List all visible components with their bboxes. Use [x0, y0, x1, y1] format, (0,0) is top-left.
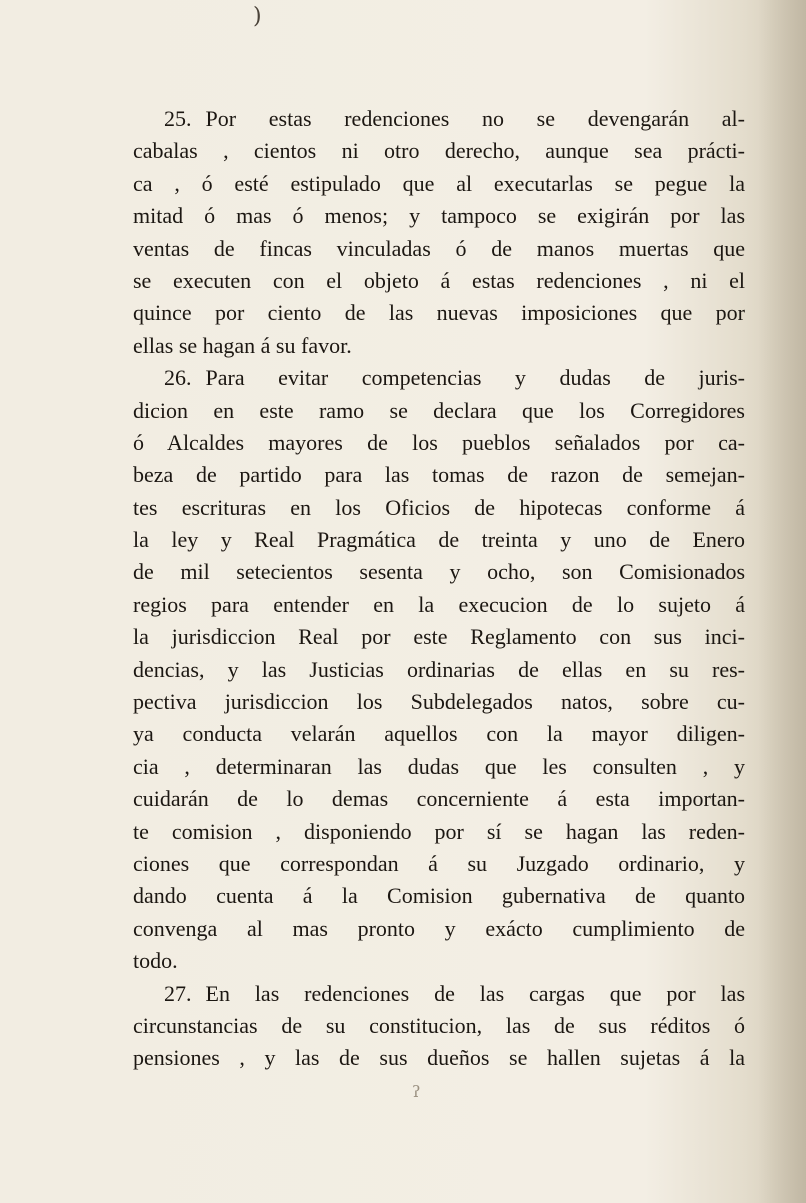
text-line: se executen con el objeto á estas redenciones , ni el [133, 267, 745, 293]
text-line: regios para entender en la execucion de lo sujeto á [133, 591, 745, 617]
text-line: cuidarán de lo demas concerniente á esta importan- [133, 786, 745, 812]
text-line: circunstancias de su constitucion, las de sus réditos ó [133, 1012, 745, 1038]
paragraph-25 [133, 103, 745, 362]
page-text [133, 103, 745, 1075]
text-line: 26. Para evitar competencias y dudas de juris- [164, 365, 745, 391]
text-line: cabalas , cientos ni otro derecho, aunque sea prácti- [133, 138, 745, 164]
bottom-mark: ʔ [412, 1082, 421, 1101]
text-line: tes escrituras en los Oficios de hipotecas conforme á [133, 494, 745, 520]
text-line: 25. Por estas redenciones no se devengarán al- [164, 106, 745, 131]
paragraph-number: 26. [164, 365, 192, 391]
text-line: quince por ciento de las nuevas imposiciones que por [133, 300, 745, 326]
text-line: ya conducta velarán aquellos con la mayor diligen- [133, 721, 745, 747]
text-line: ó Alcaldes mayores de los pueblos señalados por ca- [133, 429, 745, 455]
text-line: de mil setecientos sesenta y ocho, son Comisionados [133, 559, 745, 585]
text-line: pensiones , y las de sus dueños se hallen sujetas á la [133, 1045, 745, 1071]
text-line: 27. En las redenciones de las cargas que por las [164, 980, 745, 1006]
text-line: pectiva jurisdiccion los Subdelegados natos, sobre cu- [133, 689, 745, 715]
text-line: ciones que correspondan á su Juzgado ordinario, y [133, 850, 745, 876]
text-line: convenga al mas pronto y exácto cumplimiento de [133, 915, 745, 941]
text-line: ellas se hagan á su favor. [133, 332, 352, 358]
text-line: todo. [133, 948, 178, 974]
page-shadow-edge [758, 0, 806, 1203]
paragraph-27 [133, 978, 745, 1075]
text-line: beza de partido para las tomas de razon de semejan- [133, 462, 745, 488]
text-line: mitad ó mas ó menos; y tampoco se exigirán por las [133, 203, 745, 229]
text-line: cia , determinaran las dudas que les consulten , y [133, 753, 745, 779]
text-line: la jurisdiccion Real por este Reglamento con sus inci- [133, 624, 745, 650]
top-mark: ) [253, 4, 262, 29]
text-line: dencias, y las Justicias ordinarias de ellas en su res- [133, 656, 745, 682]
paragraph-number: 25. [164, 106, 192, 131]
text-line: dando cuenta á la Comision gubernativa de quanto [133, 883, 745, 909]
paragraph-26 [133, 362, 745, 977]
text-line: ca , ó esté estipulado que al executarlas se pegue la [133, 170, 745, 196]
text-line: te comision , disponiendo por sí se hagan las reden- [133, 818, 745, 844]
paragraph-number: 27. [164, 980, 192, 1006]
text-line: ventas de fincas vinculadas ó de manos muertas que [133, 235, 745, 261]
text-line: la ley y Real Pragmática de treinta y uno de Enero [133, 527, 745, 553]
text-line: dicion en este ramo se declara que los Corregidores [133, 397, 745, 423]
